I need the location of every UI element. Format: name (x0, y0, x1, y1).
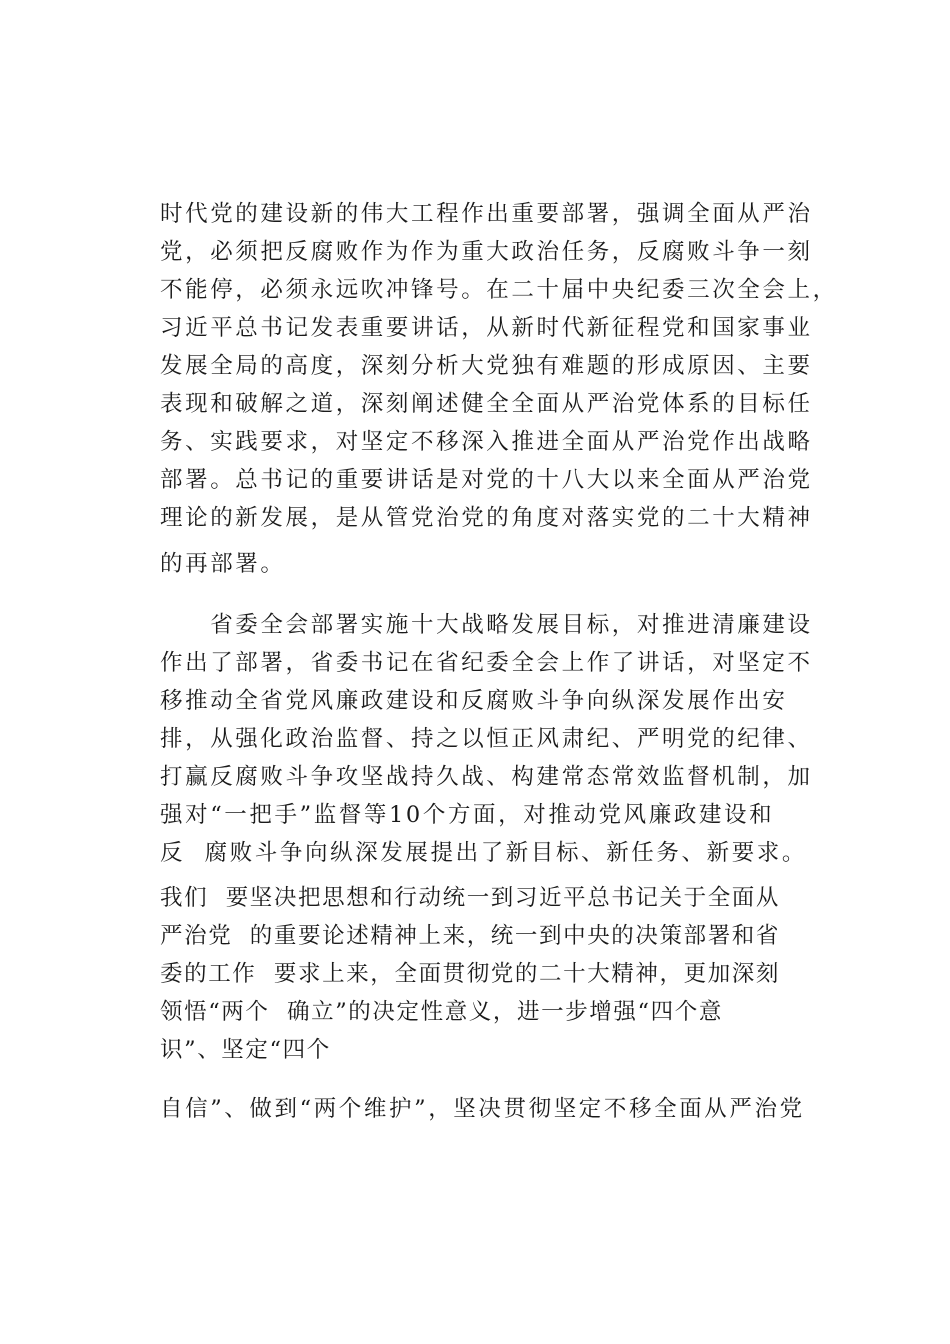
text-line: 领悟“两个 确立”的决定性意义，进一步增强“四个意 (160, 999, 723, 1025)
text-line: 打赢反腐败斗争攻坚战持久战、构建常态常效监督机制，加 (160, 764, 813, 790)
text-line: 不能停，必须永远吹冲锋号。在二十届中央纪委三次全会上， (160, 277, 838, 303)
text-line: 表现和破解之道，深刻阐述健全全面从严治党体系的目标任 (160, 391, 813, 417)
text-line: 作出了部署，省委书记在省纪委全会上作了讲话，对坚定不 (160, 650, 813, 676)
text-line: 排，从强化政治监督、持之以恒正风肃纪、严明党的纪律、 (160, 726, 813, 752)
text-line: 的再部署。 (160, 551, 286, 577)
text-line: 委的工作 要求上来，全面贯彻党的二十大精神，更加深刻 (160, 961, 781, 987)
text-line: 发展全局的高度，深刻分析大党独有难题的形成原因、主要 (160, 353, 813, 379)
paragraph-3 (160, 1090, 840, 1128)
text-line: 习近平总书记发表重要讲话，从新时代新征程党和国家事业 (160, 315, 813, 341)
text-line: 移推动全省党风廉政建设和反腐败斗争向纵深发展作出安 (160, 688, 788, 714)
paragraph-2 (160, 606, 840, 872)
text-line: 部署。总书记的重要讲话是对党的十八大以来全面从严治党 (160, 467, 813, 493)
paragraph-2-continued (160, 879, 840, 1069)
paragraph-1 (160, 195, 840, 583)
text-line: 强对“一把手”监督等10个方面，对推动党风廉政建设和 (160, 802, 775, 828)
text-line: 时代党的建设新的伟大工程作出重要部署，强调全面从严治 (160, 201, 813, 227)
text-line: 反 腐败斗争向纵深发展提出了新目标、新任务、新要求。 (160, 840, 808, 866)
text-line: 理论的新发展，是从管党治党的角度对落实党的二十大精神 (160, 505, 813, 531)
text-line: 识”、坚定“四个 (160, 1037, 331, 1063)
text-line: 自信”、做到“两个维护”，坚决贯彻坚定不移全面从严治党 (160, 1096, 805, 1122)
text-line: 严治党 的重要论述精神上来，统一到中央的决策部署和省 (160, 923, 781, 949)
text-line: 党，必须把反腐败作为作为重大政治任务，反腐败斗争一刻 (160, 239, 813, 265)
text-line: 务、实践要求，对坚定不移深入推进全面从严治党作出战略 (160, 429, 813, 455)
text-line: 我们 要坚决把思想和行动统一到习近平总书记关于全面从 (160, 885, 781, 911)
text-line: 省委全会部署实施十大战略发展目标，对推进清廉建设 (160, 612, 813, 638)
